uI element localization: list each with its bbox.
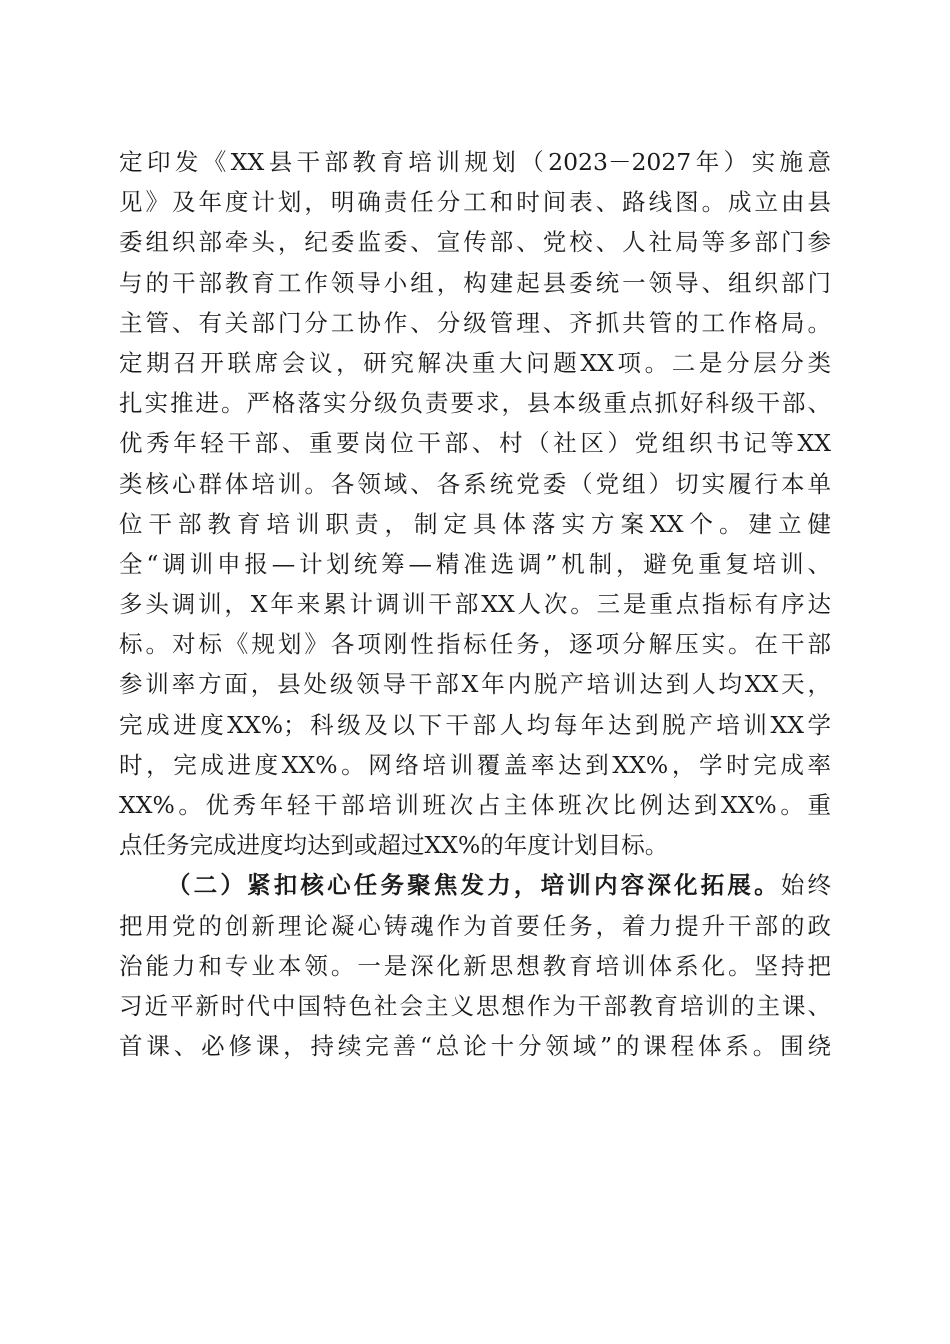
text-line: 标。对标《规划》各项刚性指标任务，逐项分解压实。在干部	[119, 630, 831, 659]
text-line: 全“调训申报—计划统筹—精准选调”机制，避免重复培训、	[119, 549, 831, 578]
text-line: 治能力和专业本领。一是深化新思想教育培训体系化。坚持把	[119, 951, 831, 980]
text-line: 与的干部教育工作领导小组，构建起县委统一领导、组织部门	[119, 268, 831, 297]
text-line: 定期召开联席会议，研究解决重大问题XX项。二是分层分类	[119, 348, 831, 377]
text-line: 位干部教育培训职责，制定具体落实方案XX个。建立健	[119, 509, 831, 538]
text-line: 首课、必修课，持续完善“总论十分领域”的课程体系。围绕	[119, 1032, 831, 1061]
text-line: 参训率方面，县处级领导干部X年内脱产培训达到人均XX天，	[119, 670, 831, 699]
text-line: 扎实推进。严格落实分级负责要求，县本级重点抓好科级干部、	[119, 389, 831, 418]
text-line: 把用党的创新理论凝心铸魂作为首要任务，着力提升干部的政	[119, 911, 831, 940]
section-heading: （二）紧扣核心任务聚焦发力，培训内容深化拓展。	[167, 871, 781, 900]
text-line: 主管、有关部门分工协作、分级管理、齐抓共管的工作格局。	[119, 308, 831, 337]
body-text	[119, 142, 831, 1066]
text-line: 定印发《XX县干部教育培训规划（2023－2027年）实施意	[119, 148, 831, 176]
text-line: 优秀年轻干部、重要岗位干部、村（社区）党组织书记等XX	[119, 429, 831, 458]
text-line: 多头调训，X年来累计调训干部XX人次。三是重点指标有序达	[119, 590, 831, 619]
text-line: 类核心群体培训。各领域、各系统党委（党组）切实履行本单	[119, 469, 831, 498]
section-heading-line	[119, 865, 831, 905]
text-line: 委组织部牵头，纪委监委、宣传部、党校、人社局等多部门参	[119, 228, 831, 257]
text-line: 完成进度XX%；科级及以下干部人均每年达到脱产培训XX学	[119, 710, 831, 739]
text-line: 习近平新时代中国特色社会主义思想作为干部教育培训的主课、	[119, 991, 831, 1020]
text-line: XX%。优秀年轻干部培训班次占主体班次比例达到XX%。重	[119, 791, 831, 819]
section-heading-tail: 始终	[780, 871, 831, 900]
text-line: 见》及年度计划，明确责任分工和时间表、路线图。成立由县	[119, 188, 831, 217]
text-line: 时，完成进度XX%。网络培训覆盖率达到XX%，学时完成率	[119, 750, 831, 779]
text-line: 点任务完成进度均达到或超过XX%的年度计划目标。	[119, 831, 669, 860]
